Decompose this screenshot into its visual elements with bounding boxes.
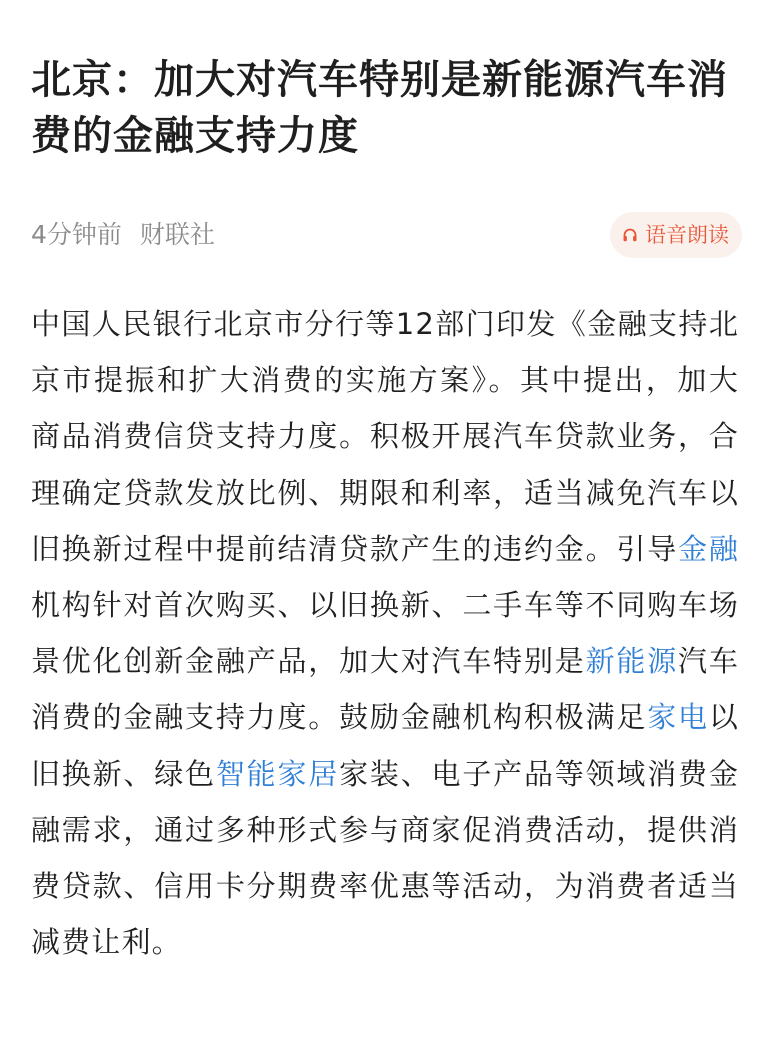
meta-info [31, 216, 215, 254]
article-meta [31, 212, 739, 258]
keyword-link-finance[interactable]: 金融 [678, 531, 739, 566]
article-title: 北京：加大对汽车特别是新能源汽车消费的金融支持力度 [31, 57, 728, 159]
article-body [31, 296, 739, 970]
publish-time: 4分钟前 [31, 220, 122, 249]
body-text-segment: 汽车消费的金融支持力度。鼓励金融机构积极满足 [31, 644, 739, 735]
body-text-segment: 中国人民银行北京市分行等12部门印发《金融支持北京市提振和扩大消费的实施方案》。其中提出，加大商品消费信贷支持力度。积极开展汽车贷款业务，合理确定贷款发放比例、期限和利率，适当减免汽车以旧换新过程中提前结清贷款产生的违约金。引导 [31, 307, 739, 566]
body-text-segment: 家装、电子产品等领域消费金融需求，通过多种形式参与商家促消费活动，提供消费贷款、信用卡分期费率优惠等活动，为消费者适当减费让利。 [31, 756, 740, 960]
body-text-segment: 机构针对首次购买、以旧换新、二手车等不同购车场景优化创新金融产品，加大对汽车特别是 [31, 588, 739, 679]
body-text-segment: 以旧换新、绿色 [31, 700, 739, 791]
read-aloud-button[interactable] [610, 212, 742, 258]
read-aloud-label: 语音朗读 [645, 223, 729, 247]
source-name[interactable]: 财联社 [139, 220, 215, 249]
keyword-link-home-appliance[interactable]: 家电 [647, 700, 709, 735]
keyword-link-new-energy[interactable]: 新能源 [585, 644, 679, 679]
headphones-icon [622, 227, 638, 243]
keyword-link-smart-home[interactable]: 智能家居 [215, 756, 340, 791]
